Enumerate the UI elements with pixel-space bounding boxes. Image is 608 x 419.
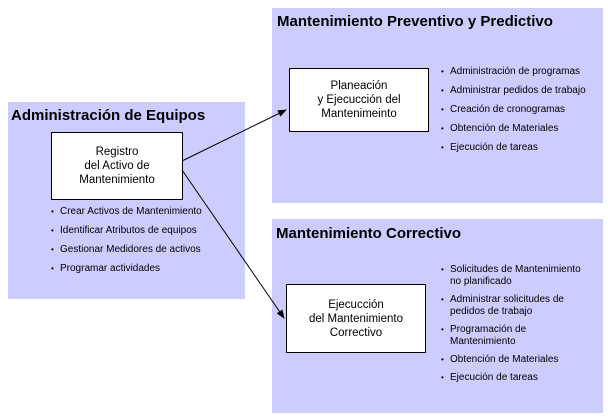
list-item-text: • Solicitudes de Mantenimiento — [450, 264, 581, 275]
list-item-text: • Administrar solicitudes de — [450, 294, 564, 305]
list-item-text: • Ejecución de tareas — [450, 142, 538, 153]
box-line: Mantenimeinto — [321, 108, 397, 120]
list-item-text: • Administración de programas — [450, 66, 581, 77]
list-item-text: • Gestionar Medidores de activos — [60, 244, 201, 255]
arrow-to-corrective — [182, 170, 284, 318]
box-line: Mantenimiento — [79, 174, 155, 186]
list-item-text: Mantenimiento — [450, 336, 516, 347]
list-item-text: • Obtención de Materiales — [450, 354, 559, 365]
box-line: Correctivo — [329, 326, 383, 339]
corrective-panel-title: Mantenimiento Correctivo — [276, 225, 462, 242]
list-item-text: • Programación de — [450, 324, 527, 335]
preventive-panel-title: Mantenimiento Preventivo y Predictivo — [277, 13, 553, 30]
box-line: y Ejecucción del — [317, 94, 401, 106]
list-item-text: • Administrar pedidos de trabajo — [450, 85, 586, 96]
box-line: Planeación — [330, 80, 388, 92]
list-item-text: • Programar actividades — [60, 263, 161, 274]
box-line: del Activo de — [84, 160, 150, 172]
list-item-text: • Creación de cronogramas — [450, 104, 566, 115]
box-line: Registro — [95, 146, 139, 158]
equipment-panel-title: Administración de Equipos — [11, 107, 206, 124]
list-item-text: • Identificar Atributos de equipos — [60, 225, 197, 236]
box-line: del Mantenimiento — [309, 312, 403, 325]
list-item-text: • Obtención de Materiales — [450, 123, 559, 134]
list-item-text: pedidos de trabajo — [450, 306, 533, 317]
list-item-text: no planificado — [450, 276, 512, 287]
list-item-text: • Ejecución de tareas — [450, 372, 538, 383]
list-item-text: • Crear Activos de Mantenimiento — [60, 206, 202, 217]
box-line: Ejecucción — [328, 298, 384, 311]
arrow-to-preventive — [182, 110, 286, 161]
